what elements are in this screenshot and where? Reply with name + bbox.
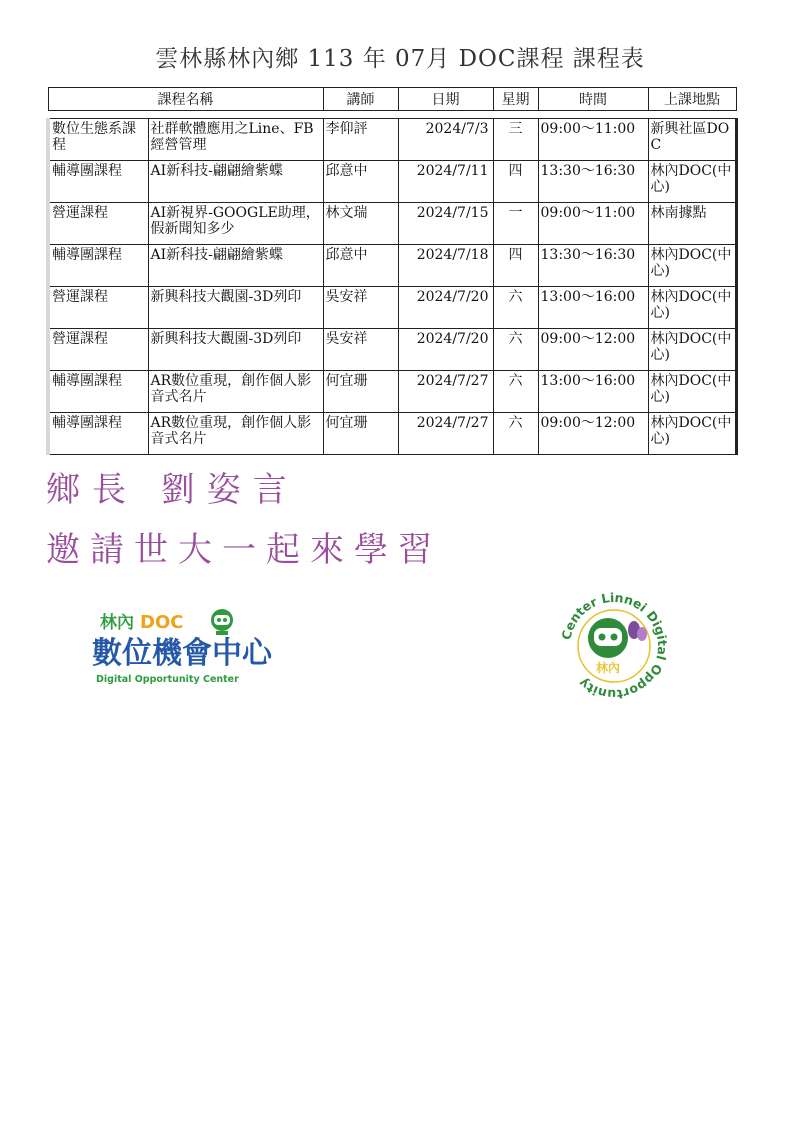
cell-date: 2024/7/11 — [398, 161, 493, 203]
cell-location: 林內DOC(中心) — [648, 245, 736, 287]
robot-face-icon — [588, 618, 628, 658]
table-row — [48, 245, 736, 287]
robot-mascot-icon — [211, 609, 233, 635]
cell-course: 新興科技大觀園-3D列印 — [148, 329, 323, 371]
header-location: 上課地點 — [648, 88, 736, 111]
cell-location: 林內DOC(中心) — [648, 413, 736, 455]
cell-category: 營運課程 — [48, 329, 148, 371]
cell-teacher: 何宜珊 — [323, 413, 398, 455]
cell-weekday: 六 — [493, 413, 538, 455]
header-weekday: 星期 — [493, 88, 538, 111]
cell-date: 2024/7/15 — [398, 203, 493, 245]
cell-course: AR數位重現，創作個人影音式名片 — [148, 413, 323, 455]
header-course-name: 課程名稱 — [48, 88, 323, 111]
linnei-digital-opportunity-seal — [556, 588, 672, 704]
cell-weekday: 四 — [493, 161, 538, 203]
cell-location: 林內DOC(中心) — [648, 371, 736, 413]
table-header-row — [48, 88, 736, 111]
cell-course: AI新科技-翩翩繪紫蝶 — [148, 161, 323, 203]
cell-date: 2024/7/18 — [398, 245, 493, 287]
cell-category: 營運課程 — [48, 287, 148, 329]
cell-date: 2024/7/27 — [398, 371, 493, 413]
cell-course: AI新視界-GOOGLE助理，假新聞知多少 — [148, 203, 323, 245]
cell-teacher: 何宜珊 — [323, 371, 398, 413]
cell-teacher: 吳安祥 — [323, 329, 398, 371]
cell-teacher: 林文瑞 — [323, 203, 398, 245]
cell-weekday: 六 — [493, 371, 538, 413]
table-row — [48, 119, 736, 161]
cell-course: AI新科技-翩翩繪紫蝶 — [148, 245, 323, 287]
seal-ring-text: Center Linnei Digital Opportunity — [558, 589, 671, 703]
signature-mayor: 鄉長 劉姿言 — [46, 470, 299, 510]
logo-text-main: 數位機會中心 — [92, 636, 272, 671]
table-row — [48, 413, 736, 455]
cell-time: 09:00～12:00 — [538, 413, 648, 455]
logo-text-sub: Digital Opportunity Center — [96, 674, 239, 685]
table-row — [48, 371, 736, 413]
cell-date: 2024/7/3 — [398, 119, 493, 161]
cell-time: 13:00～16:00 — [538, 371, 648, 413]
table-row — [48, 329, 736, 371]
table-row — [48, 287, 736, 329]
table-row — [48, 161, 736, 203]
table-spacer-row — [48, 111, 736, 119]
header-teacher: 講師 — [323, 88, 398, 111]
cell-date: 2024/7/20 — [398, 287, 493, 329]
cell-location: 林南據點 — [648, 203, 736, 245]
header-time: 時間 — [538, 88, 648, 111]
cell-weekday: 六 — [493, 287, 538, 329]
cell-category: 輔導團課程 — [48, 371, 148, 413]
signature-invitation: 邀請世大一起來學習 — [46, 530, 442, 570]
cell-teacher: 邱意中 — [323, 161, 398, 203]
cell-weekday: 三 — [493, 119, 538, 161]
logo-text-linnei: 林內 — [100, 613, 134, 633]
cell-location: 林內DOC(中心) — [648, 329, 736, 371]
cell-category: 輔導團課程 — [48, 161, 148, 203]
cell-course: 社群軟體應用之Line、FB經營管理 — [148, 119, 323, 161]
cell-time: 09:00～11:00 — [538, 119, 648, 161]
seal-center-text: 林內 — [596, 661, 621, 675]
cell-location: 林內DOC(中心) — [648, 287, 736, 329]
cell-location: 林內DOC(中心) — [648, 161, 736, 203]
cell-category: 營運課程 — [48, 203, 148, 245]
cell-teacher: 吳安祥 — [323, 287, 398, 329]
cell-category: 輔導團課程 — [48, 245, 148, 287]
cell-category: 輔導團課程 — [48, 413, 148, 455]
table-row — [48, 203, 736, 245]
cell-teacher: 李仰評 — [323, 119, 398, 161]
cell-time: 13:30～16:30 — [538, 161, 648, 203]
cell-date: 2024/7/27 — [398, 413, 493, 455]
page-title: 雲林縣林內鄉 113 年 07月 DOC課程 課程表 — [155, 46, 645, 72]
cell-location: 新興社區DOC — [648, 119, 736, 161]
cell-time: 09:00～11:00 — [538, 203, 648, 245]
cell-date: 2024/7/20 — [398, 329, 493, 371]
header-date: 日期 — [398, 88, 493, 111]
doc-center-logo — [90, 606, 300, 690]
cell-course: 新興科技大觀園-3D列印 — [148, 287, 323, 329]
cell-time: 13:30～16:30 — [538, 245, 648, 287]
cell-weekday: 四 — [493, 245, 538, 287]
cell-time: 13:00～16:00 — [538, 287, 648, 329]
cell-weekday: 六 — [493, 329, 538, 371]
course-schedule-table — [46, 87, 738, 455]
cell-time: 09:00～12:00 — [538, 329, 648, 371]
logo-text-doc: DOC — [140, 612, 184, 633]
cell-course: AR數位重現，創作個人影音式名片 — [148, 371, 323, 413]
cell-weekday: 一 — [493, 203, 538, 245]
cell-category: 數位生態系課程 — [48, 119, 148, 161]
cell-teacher: 邱意中 — [323, 245, 398, 287]
